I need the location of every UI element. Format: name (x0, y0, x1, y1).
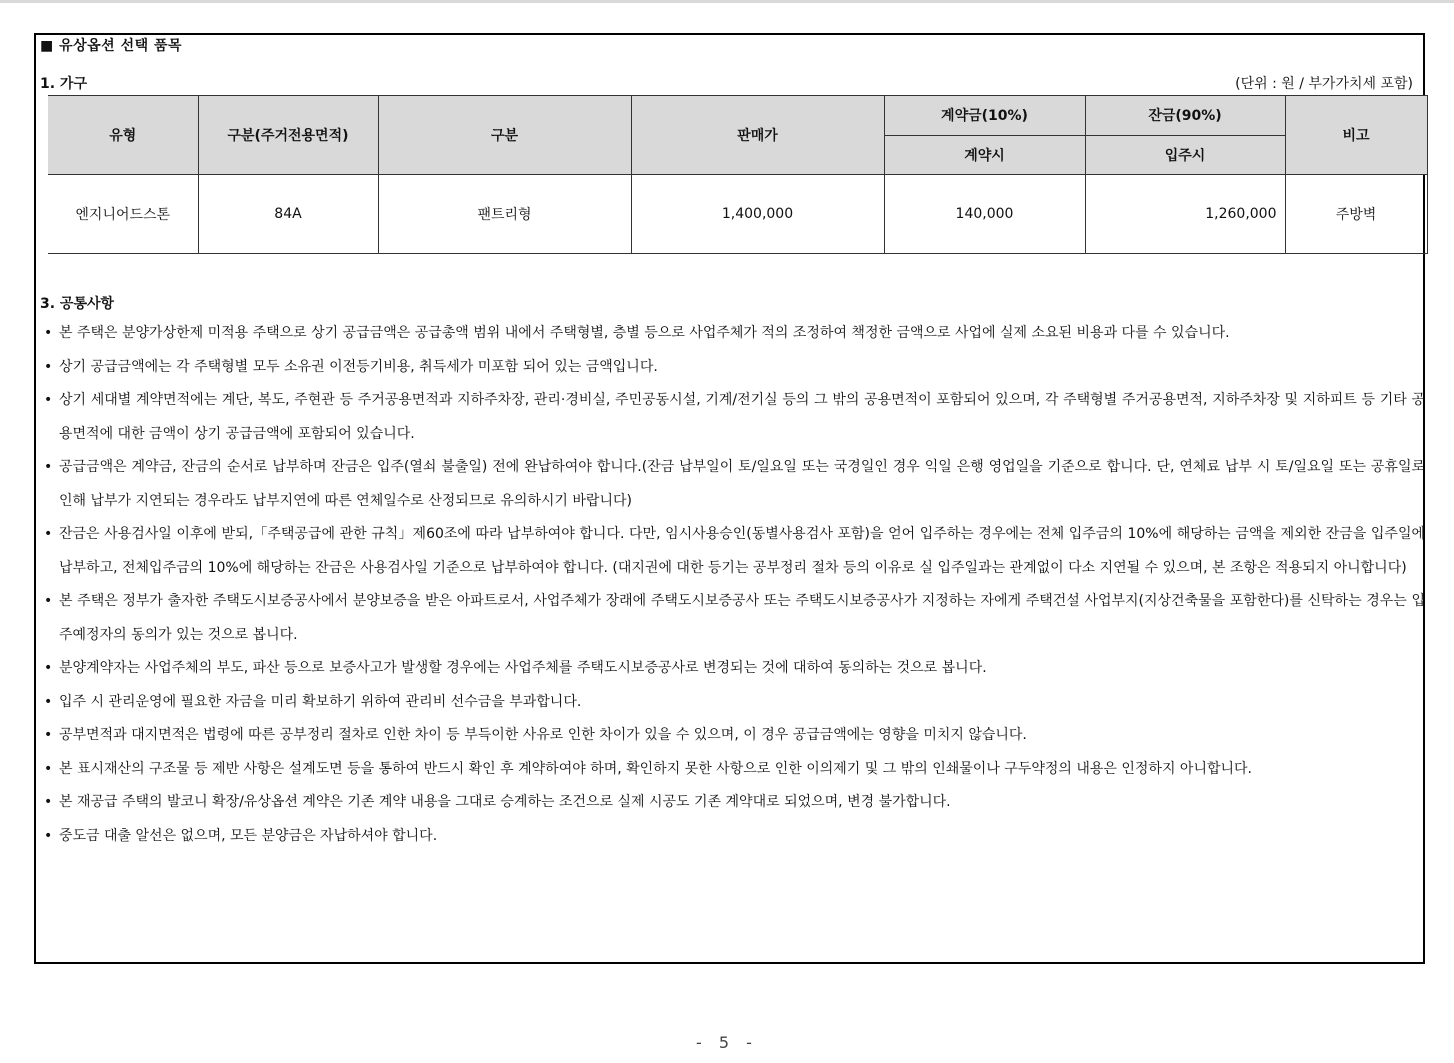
document-frame (34, 33, 1425, 964)
subsection-title: 1. 가구 (40, 76, 87, 92)
bullet-icon: • (44, 660, 53, 676)
unit-note: (단위 : 원 / 부가가치세 포함) (1235, 76, 1413, 92)
note-text: 본 재공급 주택의 발코니 확장/유상옵션 계약은 기존 계약 내용을 그대로 승계하는 조건으로 실제 시공도 기존 계약대로 되었으며, 변경 불가합니다. (59, 794, 951, 810)
note-text: 공급금액은 계약금, 잔금의 순서로 납부하며 잔금은 입주(열쇠 불출일) 전에 완납하여야 합니다.(잔금 납부일이 토/일요일 또는 국경일인 경우 익일 은행 영업일을 기준으로 합니다. 단, 연체료 납부 시 토/일요일 또는 공휴일로 인해 납부가 지연되는 경우라도 납부지연에 따른 연체일수로 산정되므로 유의하시기 바랍니다) (59, 459, 1425, 509)
note-text: 입주 시 관리운영에 필요한 자금을 미리 확보하기 위하여 관리비 선수금을 부과합니다. (59, 693, 582, 710)
page-number: - 5 - (696, 1033, 758, 1052)
list-item (42, 518, 1425, 585)
cell-deposit: 140,000 (884, 175, 1085, 254)
bullet-icon: • (44, 526, 53, 542)
header-deposit-sub: 계약시 (884, 135, 1085, 175)
list-item (42, 585, 1425, 652)
list-item (42, 652, 1425, 686)
note-text: 본 주택은 분양가상한제 미적용 주택으로 상기 공급금액은 공급총액 범위 내에서 주택형별, 층별 등으로 사업주체가 적의 조정하여 책정한 금액으로 사업에 실제 소요된 비용과 다를 수 있습니다. (59, 325, 1230, 341)
header-balance-sub: 입주시 (1085, 135, 1285, 175)
header-deposit: 계약금(10%) (884, 96, 1085, 136)
cell-category: 팬트리형 (378, 175, 631, 254)
header-area: 구분(주거전용면적) (198, 96, 378, 175)
bullet-icon: • (44, 760, 53, 777)
bullet-icon: • (44, 827, 53, 844)
list-item (42, 317, 1425, 351)
list-item (42, 384, 1425, 451)
list-item (42, 820, 1425, 854)
list-item (42, 753, 1425, 787)
list-item (42, 686, 1425, 720)
note-text: 공부면적과 대지면적은 법령에 따른 공부정리 절차로 인한 차이 등 부득이한 사유로 인한 차이가 있을 수 있으며, 이 경우 공급금액에는 영향을 미치지 않습니다. (59, 727, 1027, 743)
header-remarks: 비고 (1285, 96, 1427, 175)
bullet-icon: • (44, 392, 53, 408)
bullet-icon: • (44, 794, 53, 810)
bullet-icon: • (44, 358, 53, 375)
note-text: 본 표시재산의 구조물 등 제반 사항은 설계도면 등을 통하여 반드시 확인 후 계약하여야 하며, 확인하지 못한 사항으로 인한 이의제기 및 그 밖의 인쇄물이나 구두약정의 내용은 인정하지 아니합니다. (59, 760, 1252, 777)
list-item (42, 719, 1425, 753)
list-item (42, 451, 1425, 518)
cell-area: 84A (198, 175, 378, 254)
top-divider (0, 0, 1454, 3)
bullet-icon: • (44, 325, 53, 341)
cell-type: 엔지니어드스톤 (48, 175, 198, 254)
note-text: 본 주택은 정부가 출자한 주택도시보증공사에서 분양보증을 받은 아파트로서, 사업주체가 장래에 주택도시보증공사 또는 주택도시보증공사가 지정하는 자에게 주택건설 사업부지(지상건축물을 포함한다)를 신탁하는 경우는 입주예정자의 동의가 있는 것으로 봅니다. (59, 593, 1425, 643)
bullet-icon: • (44, 693, 53, 710)
option-price-table (48, 95, 1428, 254)
list-item (42, 786, 1425, 820)
table-header-row (48, 96, 1427, 136)
header-category: 구분 (378, 96, 631, 175)
table-row (48, 175, 1427, 254)
note-text: 잔금은 사용검사일 이후에 받되,「주택공급에 관한 규칙」제60조에 따라 납부하여야 합니다. 다만, 임시사용승인(동별사용검사 포함)을 얻어 입주하는 경우에는 전체 입주금의 10%에 해당하는 금액을 제외한 잔금을 입주일에 납부하고, 전체입주금의 10%에 해당하는 잔금은 사용검사일 기준으로 납부하여야 합니다. (대지권에 대한 등기는 공부정리 절차 등의 이유로 실 입주일과는 관계없이 다소 지연될 수 있으며, 본 조항은 적용되지 아니합니다) (59, 526, 1425, 576)
list-item (42, 351, 1425, 385)
section-title: ■ 유상옵션 선택 품목 (40, 38, 183, 54)
cell-remarks: 주방벽 (1285, 175, 1427, 254)
note-text: 중도금 대출 알선은 없으며, 모든 분양금은 자납하셔야 합니다. (59, 827, 438, 844)
common-notes-list (42, 317, 1425, 853)
bullet-icon: • (44, 593, 53, 609)
header-type: 유형 (48, 96, 198, 175)
header-price: 판매가 (631, 96, 884, 175)
cell-balance: 1,260,000 (1085, 175, 1285, 254)
bullet-icon: • (44, 727, 53, 743)
common-notes-title: 3. 공통사항 (40, 296, 115, 312)
note-text: 상기 세대별 계약면적에는 계단, 복도, 주현관 등 주거공용면적과 지하주차장, 관리·경비실, 주민공동시설, 기계/전기실 등의 그 밖의 공용면적이 포함되어 있으며, 각 주택형별 주거공용면적, 지하주차장 및 지하피트 등 기타 공용면적에 대한 금액이 상기 공급금액에 포함되어 있습니다. (59, 392, 1425, 442)
header-balance: 잔금(90%) (1085, 96, 1285, 136)
note-text: 상기 공급금액에는 각 주택형별 모두 소유권 이전등기비용, 취득세가 미포함 되어 있는 금액입니다. (59, 358, 658, 375)
bullet-icon: • (44, 459, 53, 475)
note-text: 분양계약자는 사업주체의 부도, 파산 등으로 보증사고가 발생할 경우에는 사업주체를 주택도시보증공사로 변경되는 것에 대하여 동의하는 것으로 봅니다. (59, 660, 987, 676)
cell-price: 1,400,000 (631, 175, 884, 254)
